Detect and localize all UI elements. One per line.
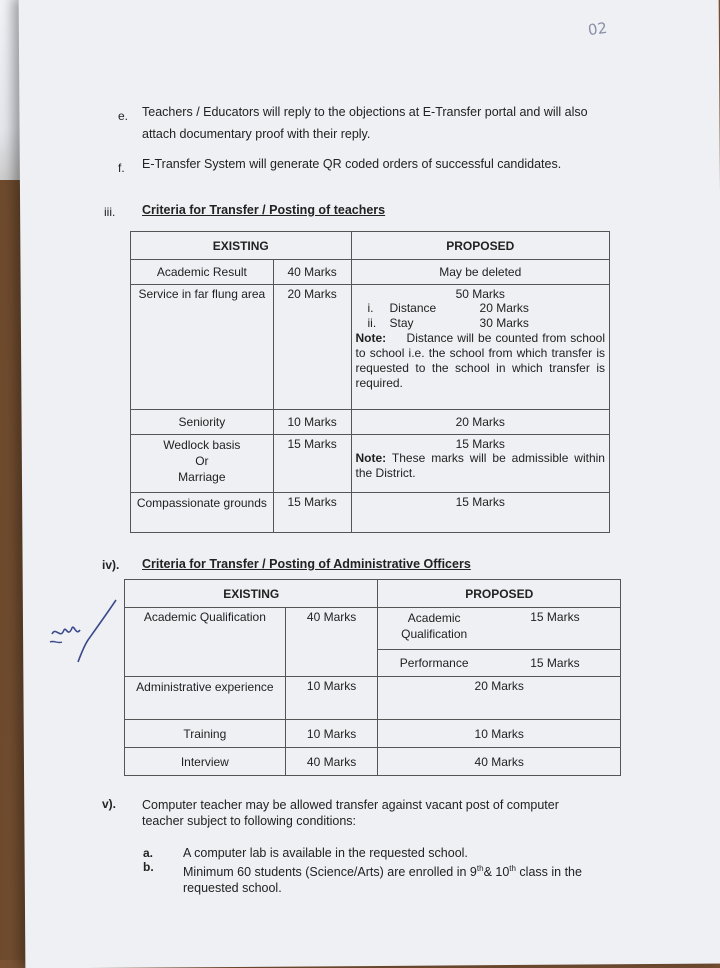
wedlock-proposed-marks: 15 Marks [455, 437, 505, 451]
section-iii-heading: Criteria for Transfer / Posting of teachers [142, 203, 386, 217]
page-number: 02 [586, 18, 609, 40]
criterion-interview: Interview [125, 748, 286, 776]
criterion-training: Training [125, 720, 286, 748]
handwritten-initials [38, 596, 128, 666]
sub-label: Distance [389, 301, 437, 315]
section-iii-marker: iii. [104, 205, 116, 219]
proposed-seniority: 20 Marks [351, 410, 609, 435]
criterion-compassionate: Compassionate grounds [131, 493, 274, 533]
marks-seniority: 10 Marks [273, 410, 351, 435]
item-f-marker: f. [118, 161, 125, 175]
proposed-header: PROPOSED [378, 580, 621, 608]
teachers-criteria-table [130, 231, 610, 533]
proposed-performance-marks: 15 Marks [490, 650, 621, 677]
cond-b-part: & 10 [483, 865, 510, 880]
section-v-line2: teacher subject to following conditions: [142, 814, 357, 828]
sub-item-distance [356, 301, 605, 316]
condition-a-marker: a. [143, 846, 154, 860]
cond-b-part: Minimum 60 students (Science/Arts) are enrolled in 9 [183, 865, 477, 880]
section-v-marker: v). [102, 797, 117, 811]
wedlock-line3: Marriage [178, 470, 226, 484]
condition-a-text: A computer lab is available in the requested school. [183, 846, 468, 860]
sub-label: Stay [389, 316, 414, 330]
proposed-header: PROPOSED [351, 232, 609, 260]
criterion-far-flung: Service in far flung area [131, 285, 274, 410]
proposed-compassionate: 15 Marks [351, 493, 609, 533]
condition-b-marker: b. [143, 860, 154, 874]
sub-marks: 30 Marks [479, 316, 529, 330]
sub-marks: 20 Marks [479, 301, 529, 315]
item-e-line1: Teachers / Educators will reply to the objections at E-Transfer portal and will also [142, 105, 588, 119]
note-text: Distance will be counted from school to school i.e. the school from which transfer is requested to the school in which transfer is required. [355, 331, 605, 390]
sub-item-stay [356, 316, 605, 331]
condition-b-line2: requested school. [183, 881, 282, 896]
cond-b-sup: th [476, 864, 484, 873]
sub-num: i. [367, 301, 374, 315]
wedlock-line2: Or [195, 454, 209, 468]
marks-interview: 40 Marks [285, 748, 378, 776]
proposed-academic-qualification-marks: 15 Marks [490, 608, 621, 650]
cond-b-sup: th [509, 864, 516, 873]
marks-training: 10 Marks [285, 720, 378, 748]
existing-header: EXISTING [131, 232, 352, 260]
proposed-performance: Performance [378, 650, 490, 677]
section-v-text [142, 797, 559, 829]
proposed-training: 10 Marks [378, 720, 621, 748]
wedlock-note [356, 451, 605, 481]
cond-b-part: class in the [515, 865, 582, 880]
section-iv-heading: Criteria for Transfer / Posting of Administrative Officers [142, 557, 471, 571]
item-e-line2: attach documentary proof with their reply. [142, 127, 371, 141]
existing-header: EXISTING [125, 580, 378, 608]
proposed-academic-result: May be deleted [351, 260, 609, 285]
condition-b-text [183, 861, 582, 896]
proposed-far-flung [351, 285, 609, 410]
proposed-wedlock [351, 435, 609, 493]
item-f-text: E-Transfer System will generate QR coded orders of successful candidates. [142, 157, 562, 171]
far-flung-note [356, 331, 605, 391]
section-v-line1: Computer teacher may be allowed transfer against vacant post of computer [142, 798, 559, 812]
criterion-academic-qualification: Academic Qualification [125, 608, 286, 677]
proposed-administrative-experience: 20 Marks [378, 677, 621, 720]
note-label: Note: [355, 451, 387, 465]
condition-b-line1 [183, 861, 582, 880]
marks-far-flung: 20 Marks [273, 285, 351, 410]
criterion-administrative-experience: Administrative experience [125, 677, 286, 720]
marks-academic-qualification: 40 Marks [285, 608, 378, 677]
criterion-academic-result: Academic Result [131, 260, 274, 285]
note-label: Note: [355, 331, 387, 345]
proposed-interview: 40 Marks [378, 748, 621, 776]
criterion-seniority: Seniority [131, 410, 274, 435]
proposed-academic-qualification: Academic Qualification [378, 608, 490, 650]
section-iv-marker: iv). [102, 558, 120, 572]
marks-administrative-experience: 10 Marks [285, 677, 378, 720]
sub-num: ii. [367, 316, 377, 330]
item-e-marker: e. [118, 109, 129, 123]
note-text: These marks will be admissible within the District. [355, 451, 605, 480]
criterion-wedlock [131, 435, 274, 493]
far-flung-total: 50 Marks [455, 287, 505, 301]
admin-officers-criteria-table [124, 579, 621, 776]
marks-wedlock: 15 Marks [273, 435, 351, 493]
wedlock-line1: Wedlock basis [163, 438, 241, 452]
marks-academic-result: 40 Marks [273, 260, 351, 285]
item-e-text [142, 101, 588, 145]
marks-compassionate: 15 Marks [273, 493, 351, 533]
